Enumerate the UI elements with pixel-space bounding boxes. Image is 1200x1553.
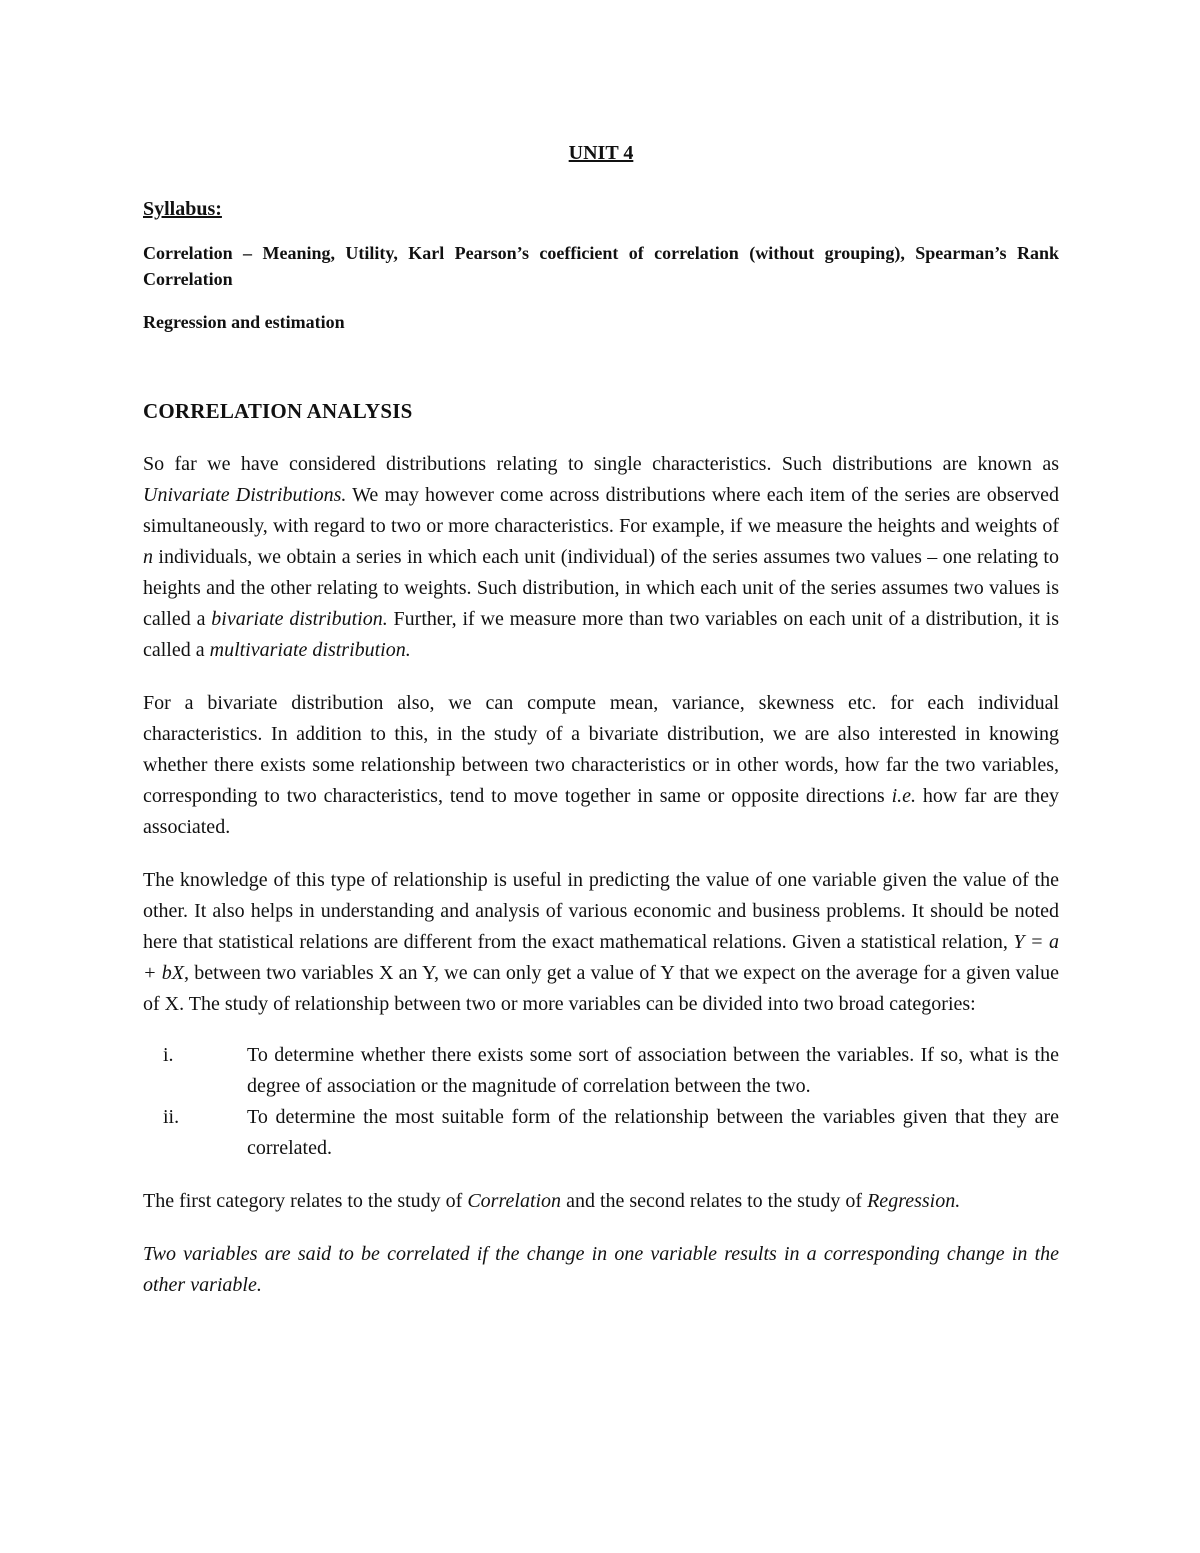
p1-text-c: We may however come across distributions where each item of the series are observed simultaneously, with regard to two or more characteristics. For example, if we measure the heights and weights of (143, 484, 1059, 537)
p4-text-a: The first category relates to the study of (143, 1190, 468, 1212)
p1-text-a: So far we have considered distributions relating to single characteristics. Such distributions are known as (143, 453, 1059, 475)
p2-text-c: how far are they associated. (143, 785, 1059, 838)
p4-term-correlation: Correlation (467, 1190, 562, 1212)
p4-term-regression: Regression. (867, 1190, 961, 1212)
p2-term-ie: i.e. (891, 785, 917, 807)
list-item (143, 1102, 1059, 1164)
list-item-text: To determine the most suitable form of the relationship between the variables given that they are correlated. (247, 1106, 1059, 1159)
p4-text-c: and the second relates to the study of (561, 1190, 868, 1212)
section-heading: CORRELATION ANALYSIS (143, 399, 413, 423)
definition-paragraph: Two variables are said to be correlated if the change in one variable results in a corresponding change in the other variable. (143, 1243, 1059, 1296)
list-marker: i. (163, 1044, 174, 1066)
unit-title: UNIT 4 (568, 142, 634, 164)
syllabus-topics: Correlation – Meaning, Utility, Karl Pearson’s coefficient of correlation (without grouping), Spearman’s Rank Correlation (143, 243, 1059, 289)
p1-term-multivariate: multivariate distribution. (209, 639, 411, 661)
paragraph-4 (143, 1186, 1059, 1217)
page-content (143, 140, 1059, 1301)
list-item (143, 1040, 1059, 1102)
paragraph-3 (143, 865, 1059, 1020)
p3-equation: Y = a + bX (143, 931, 1059, 984)
p1-var-n: n (143, 546, 153, 568)
list-item-text: To determine whether there exists some sort of association between the variables. If so, what is the degree of association or the magnitude of correlation between the two. (247, 1044, 1059, 1097)
p3-text-a: The knowledge of this type of relationship is useful in predicting the value of one variable given the value of the other. It also helps in understanding and analysis of various economic and business problems. It should be noted here that statistical relations are different from the exact mathematical relations. Given a statistical relation, (143, 869, 1059, 953)
syllabus-topics-2: Regression and estimation (143, 312, 345, 332)
paragraph-2 (143, 688, 1059, 843)
p1-term-bivariate: bivariate distribution. (211, 608, 388, 630)
syllabus-label: Syllabus: (143, 198, 222, 220)
list-marker: ii. (163, 1106, 180, 1128)
p1-text-g: Further, if we measure more than two variables on each unit of a distribution, it is called a (143, 608, 1060, 661)
p1-term-univariate: Univariate Distributions. (143, 484, 347, 506)
p3-text-c: , between two variables X an Y, we can only get a value of Y that we expect on the average for a given value of X. The study of relationship between two or more variables can be divided into two broad categories: (143, 962, 1059, 1015)
category-list (143, 1040, 1059, 1164)
paragraph-1 (143, 449, 1059, 666)
p1-text-e: individuals, we obtain a series in which each unit (individual) of the series assumes two values – one relating to heights and the other relating to weights. Such distribution, in which each unit of the series assumes two values is called a (143, 546, 1059, 630)
p2-text-a: For a bivariate distribution also, we can compute mean, variance, skewness etc. for each individual characteristics. In addition to this, in the study of a bivariate distribution, we are also interested in knowing whether there exists some relationship between two characteristics or in other words, how far the two variables, corresponding to two characteristics, tend to move together in same or opposite directions (143, 692, 1059, 807)
